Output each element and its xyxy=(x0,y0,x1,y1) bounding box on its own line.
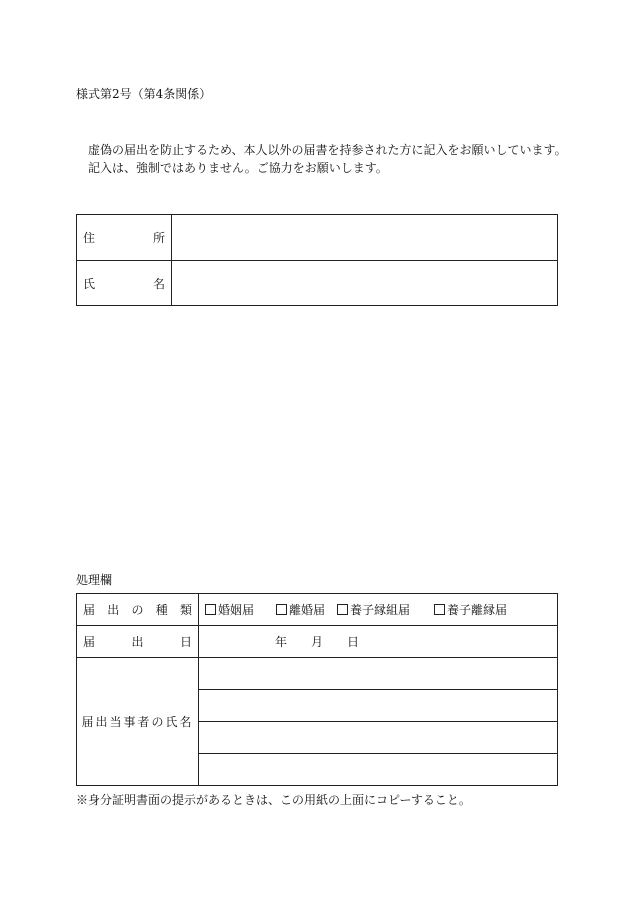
name-label-char: 氏 xyxy=(83,276,96,291)
party-label-cell xyxy=(77,658,199,786)
type-label-char: 類 xyxy=(179,603,192,617)
checkbox-label: 婚姻届 xyxy=(218,603,255,617)
party-name-row[interactable] xyxy=(199,658,558,690)
checkbox-label: 養子離縁届 xyxy=(447,603,508,617)
checkbox-box[interactable] xyxy=(205,604,216,615)
date-unit-day: 日 xyxy=(347,635,360,649)
checkbox-label: 離婚届 xyxy=(289,603,326,617)
checkbox-box[interactable] xyxy=(276,604,287,615)
checkbox-adoption[interactable] xyxy=(337,601,410,618)
name-input-cell[interactable] xyxy=(172,261,558,306)
type-label-char: 出 xyxy=(107,603,120,617)
address-label-char: 住 xyxy=(83,231,96,245)
date-label-char: 日 xyxy=(179,635,192,649)
type-options-cell xyxy=(199,594,558,626)
name-label-cell xyxy=(77,261,172,306)
address-label-cell xyxy=(77,215,172,261)
name-label-char: 名 xyxy=(152,276,165,291)
checkbox-box[interactable] xyxy=(337,604,348,615)
footnote: ※身分証明書面の提示があるときは、この用紙の上面にコピーすること。 xyxy=(76,793,471,807)
checkbox-divorce[interactable] xyxy=(276,601,325,618)
date-label-cell xyxy=(77,626,199,658)
type-label-cell xyxy=(77,594,199,626)
party-name-row[interactable] xyxy=(199,690,558,722)
date-label-char: 届 xyxy=(83,635,96,649)
address-input-cell[interactable] xyxy=(172,215,558,261)
type-label-char: 種 xyxy=(155,603,168,617)
party-name-row[interactable] xyxy=(199,722,558,754)
party-label: 届出当事者の氏名 xyxy=(81,715,194,729)
form-number-label: 様式第2号（第4条関係） xyxy=(76,87,212,101)
date-unit-month: 月 xyxy=(311,635,324,649)
checkbox-label: 養子縁組届 xyxy=(350,603,411,617)
checkbox-dissolution[interactable] xyxy=(434,601,507,618)
checkbox-box[interactable] xyxy=(434,604,445,615)
type-label-char: の xyxy=(131,603,144,617)
applicant-table xyxy=(76,214,558,306)
address-label-char: 所 xyxy=(152,231,165,245)
date-unit-year: 年 xyxy=(275,635,288,649)
checkbox-marriage[interactable] xyxy=(205,601,254,618)
intro-line-2: 記入は、強制ではありません。ご協力をお願いします。 xyxy=(88,161,388,175)
type-label-char: 届 xyxy=(83,603,96,617)
processing-table xyxy=(76,593,558,786)
party-name-row[interactable] xyxy=(199,754,558,786)
date-input-cell[interactable] xyxy=(199,626,558,658)
date-label-char: 出 xyxy=(131,635,144,649)
intro-line-1: 虚偽の届出を防止するため、本人以外の届書を持参された方に記入をお願いしています。 xyxy=(88,143,567,157)
processing-section-title: 処理欄 xyxy=(76,573,113,587)
